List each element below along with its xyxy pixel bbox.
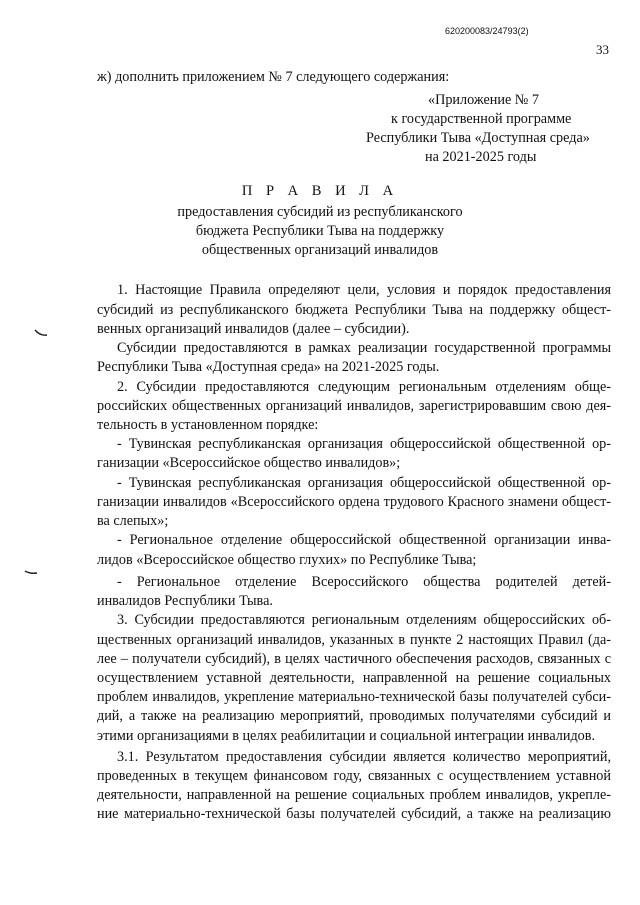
body-line: ганизации инвалидов «Всероссийского ордена трудового Красного знамени общест-	[97, 494, 611, 510]
body-line: ние материально-технической базы получателей субсидий, а также на реализацию	[97, 806, 611, 822]
body-line: Республики Тыва «Доступная среда» на 2021-2025 годы.	[97, 359, 440, 375]
body-line: инвалидов Республики Тыва.	[97, 593, 273, 609]
document-id: 620200083/24793(2)	[445, 26, 529, 36]
subtitle-line: общественных организаций инвалидов	[201, 242, 439, 258]
body-line: 1. Настоящие Правила определяют цели, условия и порядок предоставления	[117, 282, 611, 298]
binding-mark	[34, 328, 48, 338]
binding-mark	[24, 568, 38, 578]
appendix-line: на 2021-2025 годы	[425, 149, 537, 165]
body-line: 2. Субсидии предоставляются следующим региональным отделениям обще-	[117, 379, 611, 395]
body-line: щественных организаций инвалидов, указанных в пункте 2 настоящих Правил (да-	[97, 632, 611, 648]
subtitle-line: бюджета Республики Тыва на поддержку	[195, 223, 445, 239]
document-title: П Р А В И Л А	[241, 183, 399, 199]
appendix-line: Республики Тыва «Доступная среда»	[366, 130, 590, 146]
body-line: лее – получатели субсидий), в целях частичного обеспечения расходов, связанных с	[97, 651, 611, 667]
appendix-line: «Приложение № 7	[428, 92, 539, 108]
body-line: 3.1. Результатом предоставления субсидии является количество мероприятий,	[117, 749, 611, 765]
body-line: - Региональное отделение общероссийской общественной организации инва-	[117, 532, 611, 548]
body-line: этими организациями в целях реабилитации и социальной интеграции инвалидов.	[97, 728, 596, 744]
body-line: - Региональное отделение Всероссийского общества родителей детей-	[117, 574, 611, 590]
body-line: ганизации «Всероссийское общество инвалидов»;	[97, 455, 401, 471]
body-line: 3. Субсидии предоставляются региональным отделениям общероссийских об-	[117, 612, 611, 628]
body-line: проведенных в текущем финансовом году, связанных с осуществлением уставной	[97, 768, 611, 784]
body-line: тельность в установленном порядке:	[97, 417, 319, 433]
intro-text: ж) дополнить приложением № 7 следующего содержания:	[97, 69, 450, 85]
body-line: проблем инвалидов, укрепление материально-технической базы получателей субси-	[97, 689, 611, 705]
body-line: - Тувинская республиканская организация общероссийской общественной ор-	[117, 475, 611, 491]
body-line: Субсидии предоставляются в рамках реализации государственной программы	[117, 340, 611, 356]
body-line: деятельности, направленной на решение социальных проблем инвалидов, укрепле-	[97, 787, 611, 803]
body-line: лидов «Всероссийское общество глухих» по Республике Тыва;	[97, 552, 477, 568]
body-line: российских общественных организаций инвалидов, зарегистрировавшим свою дея-	[97, 398, 611, 414]
body-line: субсидий из республиканского бюджета Республики Тыва на поддержку общест-	[97, 302, 611, 318]
body-line: осуществлением уставной деятельности, направленной на решение социальных	[97, 670, 611, 686]
appendix-line: к государственной программе	[391, 111, 572, 127]
body-line: дий, а также на реализацию мероприятий, проводимых получателями субсидий и	[97, 708, 611, 724]
body-line: - Тувинская республиканская организация общероссийской общественной ор-	[117, 436, 611, 452]
body-line: ва слепых»;	[97, 513, 169, 529]
body-line: венных организаций инвалидов (далее – субсидии).	[97, 321, 410, 337]
page-number: 33	[596, 42, 609, 57]
subtitle-line: предоставления субсидий из республиканского	[177, 204, 463, 220]
